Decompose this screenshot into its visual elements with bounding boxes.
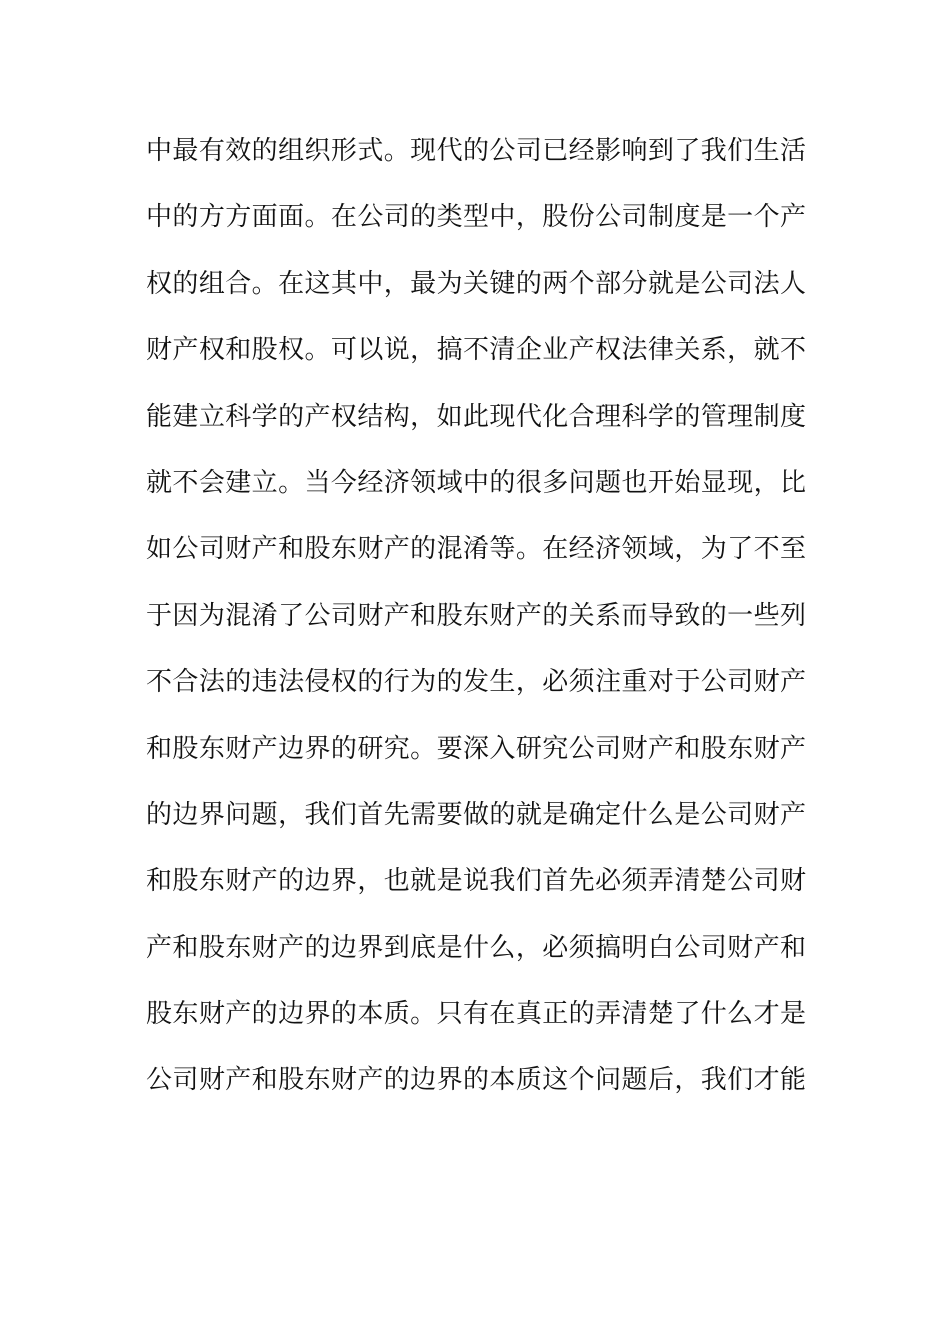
text-line: 和股东财产边界的研究。要深入研究公司财产和股东财产 [146, 733, 806, 764]
text-line: 产和股东财产的边界到底是什么，必须搞明白公司财产和 [146, 932, 806, 963]
text-line: 权的组合。在这其中，最为关键的两个部分就是公司法人 [146, 268, 806, 299]
text-line: 能建立科学的产权结构，如此现代化合理科学的管理制度 [146, 401, 806, 432]
body-text [146, 128, 806, 1124]
text-line: 中最有效的组织形式。现代的公司已经影响到了我们生活 [146, 136, 806, 166]
text-line: 股东财产的边界的本质。只有在真正的弄清楚了什么才是 [146, 999, 806, 1030]
text-line: 不合法的违法侵权的行为的发生，必须注重对于公司财产 [146, 667, 806, 698]
text-line: 就不会建立。当今经济领域中的很多问题也开始显现，比 [146, 467, 806, 498]
text-line: 于因为混淆了公司财产和股东财产的关系而导致的一些列 [146, 600, 806, 631]
text-line: 的边界问题，我们首先需要做的就是确定什么是公司财产 [146, 799, 806, 830]
text-line: 中的方方面面。在公司的类型中，股份公司制度是一个产 [146, 202, 806, 233]
text-line: 和股东财产的边界，也就是说我们首先必须弄清楚公司财 [146, 866, 806, 897]
text-line: 财产权和股权。可以说，搞不清企业产权法律关系，就不 [146, 335, 806, 366]
text-line: 如公司财产和股东财产的混淆等。在经济领域，为了不至 [146, 534, 806, 565]
text-line: 公司财产和股东财产的边界的本质这个问题后，我们才能 [146, 1065, 806, 1096]
